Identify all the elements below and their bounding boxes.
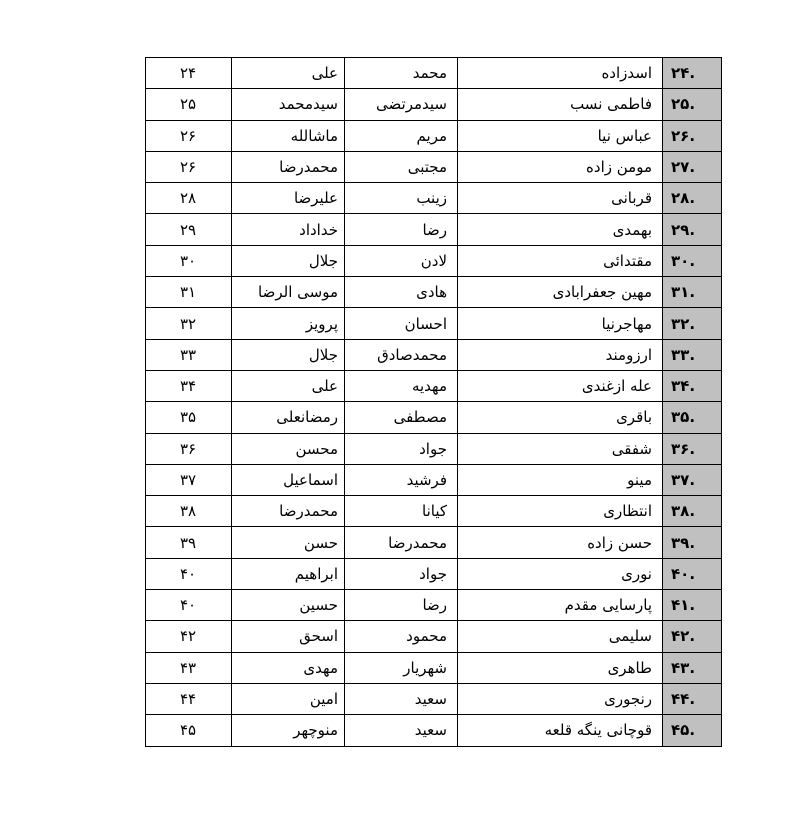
last-name-cell: قوچانی ینگه قلعه bbox=[458, 715, 663, 746]
row-code-cell: ۳۰ bbox=[146, 245, 232, 276]
father-name-cell: محسن bbox=[232, 433, 345, 464]
row-number-cell: .۲۶ bbox=[663, 120, 722, 151]
table-row bbox=[146, 652, 722, 683]
roster-table-container bbox=[145, 57, 722, 747]
row-code-cell: ۲۸ bbox=[146, 183, 232, 214]
first-name-cell: هادی bbox=[345, 277, 458, 308]
row-number-cell: .۲۵ bbox=[663, 89, 722, 120]
last-name-cell: مومن زاده bbox=[458, 151, 663, 182]
last-name-cell: انتظاری bbox=[458, 496, 663, 527]
father-name-cell: پرویز bbox=[232, 308, 345, 339]
row-code-cell: ۲۶ bbox=[146, 120, 232, 151]
father-name-cell: علیرضا bbox=[232, 183, 345, 214]
first-name-cell: محمود bbox=[345, 621, 458, 652]
table-row bbox=[146, 370, 722, 401]
father-name-cell: جلال bbox=[232, 339, 345, 370]
row-code-cell: ۳۲ bbox=[146, 308, 232, 339]
first-name-cell: مجتبی bbox=[345, 151, 458, 182]
father-name-cell: رمضانعلی bbox=[232, 402, 345, 433]
first-name-cell: فرشید bbox=[345, 464, 458, 495]
row-number-cell: .۲۹ bbox=[663, 214, 722, 245]
table-row bbox=[146, 433, 722, 464]
table-row bbox=[146, 339, 722, 370]
row-code-cell: ۳۱ bbox=[146, 277, 232, 308]
table-row bbox=[146, 183, 722, 214]
table-row bbox=[146, 120, 722, 151]
first-name-cell: سعید bbox=[345, 715, 458, 746]
table-row bbox=[146, 621, 722, 652]
table-row bbox=[146, 402, 722, 433]
father-name-cell: امین bbox=[232, 683, 345, 714]
table-row bbox=[146, 527, 722, 558]
row-code-cell: ۲۹ bbox=[146, 214, 232, 245]
father-name-cell: محمدرضا bbox=[232, 151, 345, 182]
last-name-cell: مهین جعفرابادی bbox=[458, 277, 663, 308]
father-name-cell: علی bbox=[232, 370, 345, 401]
row-code-cell: ۴۵ bbox=[146, 715, 232, 746]
first-name-cell: مریم bbox=[345, 120, 458, 151]
father-name-cell: اسحق bbox=[232, 621, 345, 652]
last-name-cell: قربانی bbox=[458, 183, 663, 214]
father-name-cell: حسین bbox=[232, 590, 345, 621]
row-number-cell: .۳۴ bbox=[663, 370, 722, 401]
row-number-cell: .۴۰ bbox=[663, 558, 722, 589]
first-name-cell: زینب bbox=[345, 183, 458, 214]
table-row bbox=[146, 590, 722, 621]
first-name-cell: سعید bbox=[345, 683, 458, 714]
first-name-cell: محمدصادق bbox=[345, 339, 458, 370]
last-name-cell: عباس نیا bbox=[458, 120, 663, 151]
row-number-cell: .۲۷ bbox=[663, 151, 722, 182]
row-code-cell: ۲۴ bbox=[146, 58, 232, 89]
row-number-cell: .۴۲ bbox=[663, 621, 722, 652]
first-name-cell: مهدیه bbox=[345, 370, 458, 401]
table-row bbox=[146, 464, 722, 495]
table-row bbox=[146, 496, 722, 527]
row-number-cell: .۲۴ bbox=[663, 58, 722, 89]
row-code-cell: ۳۵ bbox=[146, 402, 232, 433]
table-row bbox=[146, 214, 722, 245]
row-number-cell: .۲۸ bbox=[663, 183, 722, 214]
row-code-cell: ۳۹ bbox=[146, 527, 232, 558]
last-name-cell: عله ازغندی bbox=[458, 370, 663, 401]
father-name-cell: جلال bbox=[232, 245, 345, 276]
row-number-cell: .۴۱ bbox=[663, 590, 722, 621]
row-code-cell: ۲۵ bbox=[146, 89, 232, 120]
first-name-cell: رضا bbox=[345, 590, 458, 621]
row-number-cell: .۳۱ bbox=[663, 277, 722, 308]
father-name-cell: موسی الرضا bbox=[232, 277, 345, 308]
row-code-cell: ۴۰ bbox=[146, 590, 232, 621]
first-name-cell: لادن bbox=[345, 245, 458, 276]
row-number-cell: .۳۳ bbox=[663, 339, 722, 370]
row-number-cell: .۳۶ bbox=[663, 433, 722, 464]
row-number-cell: .۴۵ bbox=[663, 715, 722, 746]
first-name-cell: شهریار bbox=[345, 652, 458, 683]
row-code-cell: ۳۶ bbox=[146, 433, 232, 464]
first-name-cell: احسان bbox=[345, 308, 458, 339]
row-code-cell: ۴۴ bbox=[146, 683, 232, 714]
first-name-cell: محمد bbox=[345, 58, 458, 89]
father-name-cell: سیدمحمد bbox=[232, 89, 345, 120]
table-row bbox=[146, 89, 722, 120]
last-name-cell: پارسایی مقدم bbox=[458, 590, 663, 621]
row-number-cell: .۳۸ bbox=[663, 496, 722, 527]
father-name-cell: ماشالله bbox=[232, 120, 345, 151]
last-name-cell: حسن زاده bbox=[458, 527, 663, 558]
last-name-cell: مقتدائی bbox=[458, 245, 663, 276]
row-code-cell: ۴۲ bbox=[146, 621, 232, 652]
row-code-cell: ۴۳ bbox=[146, 652, 232, 683]
last-name-cell: باقری bbox=[458, 402, 663, 433]
first-name-cell: مصطفی bbox=[345, 402, 458, 433]
row-code-cell: ۳۷ bbox=[146, 464, 232, 495]
father-name-cell: علی bbox=[232, 58, 345, 89]
row-number-cell: .۴۳ bbox=[663, 652, 722, 683]
row-number-cell: .۳۲ bbox=[663, 308, 722, 339]
row-code-cell: ۲۶ bbox=[146, 151, 232, 182]
row-code-cell: ۳۸ bbox=[146, 496, 232, 527]
last-name-cell: طاهری bbox=[458, 652, 663, 683]
roster-table-body bbox=[146, 58, 722, 747]
row-number-cell: .۳۷ bbox=[663, 464, 722, 495]
last-name-cell: شفقی bbox=[458, 433, 663, 464]
last-name-cell: سلیمی bbox=[458, 621, 663, 652]
father-name-cell: اسماعیل bbox=[232, 464, 345, 495]
last-name-cell: نوری bbox=[458, 558, 663, 589]
last-name-cell: مهاجرنیا bbox=[458, 308, 663, 339]
father-name-cell: محمدرضا bbox=[232, 496, 345, 527]
table-row bbox=[146, 308, 722, 339]
table-row bbox=[146, 715, 722, 746]
first-name-cell: سیدمرتضی bbox=[345, 89, 458, 120]
father-name-cell: منوچهر bbox=[232, 715, 345, 746]
row-code-cell: ۳۴ bbox=[146, 370, 232, 401]
row-code-cell: ۴۰ bbox=[146, 558, 232, 589]
table-row bbox=[146, 58, 722, 89]
first-name-cell: کیانا bbox=[345, 496, 458, 527]
table-row bbox=[146, 151, 722, 182]
last-name-cell: ارزومند bbox=[458, 339, 663, 370]
father-name-cell: مهدی bbox=[232, 652, 345, 683]
table-row bbox=[146, 558, 722, 589]
table-row bbox=[146, 683, 722, 714]
last-name-cell: مینو bbox=[458, 464, 663, 495]
father-name-cell: حسن bbox=[232, 527, 345, 558]
table-row bbox=[146, 277, 722, 308]
row-number-cell: .۴۴ bbox=[663, 683, 722, 714]
first-name-cell: محمدرضا bbox=[345, 527, 458, 558]
row-number-cell: .۳۹ bbox=[663, 527, 722, 558]
roster-table bbox=[145, 57, 722, 747]
father-name-cell: خداداد bbox=[232, 214, 345, 245]
last-name-cell: فاطمی نسب bbox=[458, 89, 663, 120]
last-name-cell: بهمدی bbox=[458, 214, 663, 245]
row-number-cell: .۳۵ bbox=[663, 402, 722, 433]
father-name-cell: ابراهیم bbox=[232, 558, 345, 589]
first-name-cell: رضا bbox=[345, 214, 458, 245]
last-name-cell: اسدزاده bbox=[458, 58, 663, 89]
first-name-cell: جواد bbox=[345, 558, 458, 589]
row-code-cell: ۳۳ bbox=[146, 339, 232, 370]
last-name-cell: رنجوری bbox=[458, 683, 663, 714]
first-name-cell: جواد bbox=[345, 433, 458, 464]
row-number-cell: .۳۰ bbox=[663, 245, 722, 276]
table-row bbox=[146, 245, 722, 276]
